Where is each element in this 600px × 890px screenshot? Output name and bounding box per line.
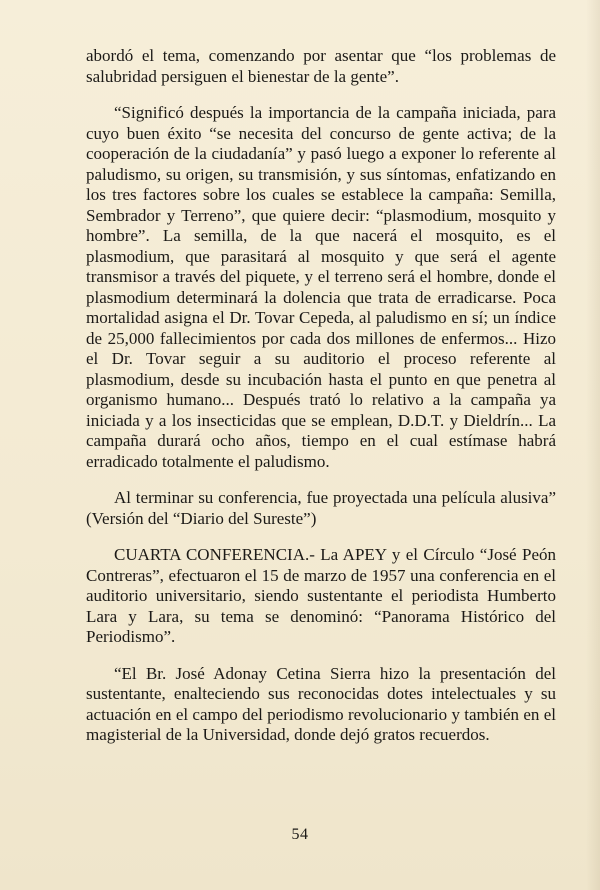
page-text-block (86, 46, 556, 762)
paragraph-film-projection: Al terminar su conferencia, fue proyectada una película alusiva” (Versión del “Diario del Sureste”) (86, 488, 556, 528)
paragraph-fourth-conference: CUARTA CONFERENCIA.- La APEY y el Círculo “José Peón Contreras”, efectuaron el 15 de marzo de 1957 una conferencia en el auditorio universitario, siendo sustentante el periodista Humberto Lara y Lara, su tema se denominó: “Panorama Histórico del Periodismo”. (86, 545, 556, 646)
paragraph-campaign-summary: “Significó después la importancia de la campaña iniciada, para cuyo buen éxito “se necesita del concurso de gente activa; de la cooperación de la ciudadanía” y pasó luego a exponer lo referente al paludismo, su origen, su transmisión, y sus síntomas, enfatizando en los tres factores sobre los cuales se establece la campaña: Semilla, Sembrador y Terreno”, que quiere decir: “plasmodium, mosquito y hombre”. La semilla, de la que nacerá el mosquito, es el plasmodium, que parasitará al mosquito y que será el agente transmisor a través del piquete, y el terreno será el hombre, donde el plasmodium determinará la dolencia que trata de erradicarse. Poca mortalidad asigna el Dr. Tovar Cepeda, al paludismo en sí; un índice de 25,000 fallecimientos por cada dos millones de enfermos... Hizo el Dr. Tovar seguir a su auditorio el proceso referente al plasmodium, desde su incubación hasta el punto en que penetra al organismo humano... Después trató lo relativo a la campaña ya iniciada y a los insecticidas que se emplean, D.D.T. y Dieldrín... La campaña durará ocho años, tiempo en el cual estímase habrá erradicado totalmente el paludismo. (86, 103, 556, 471)
paragraph-continuation: abordó el tema, comenzando por asentar que “los problemas de salubridad persiguen el bienestar de la gente”. (86, 46, 556, 86)
page-number: 54 (291, 826, 309, 843)
paragraph-presentation: “El Br. José Adonay Cetina Sierra hizo la presentación del sustentante, enalteciendo sus reconocidas dotes intelectuales y su actuación en el campo del periodismo revolucionario y también en el magisterial de la Universidad, donde dejó gratos recuerdos. (86, 663, 556, 744)
page-edge-shadow (586, 0, 600, 890)
